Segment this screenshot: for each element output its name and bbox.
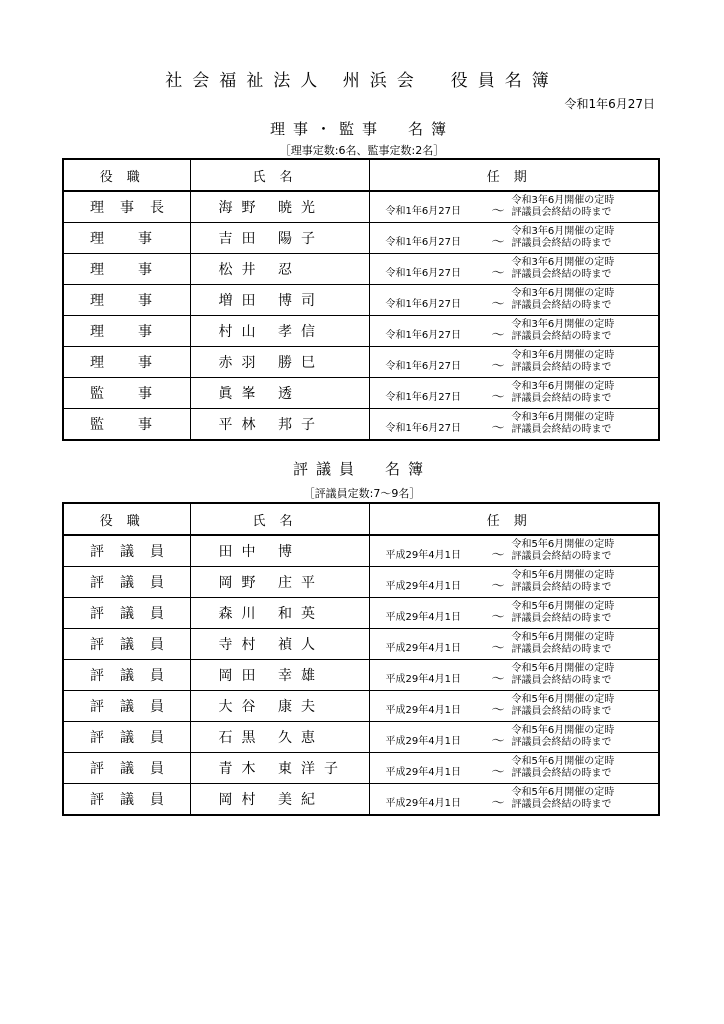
term-separator: ～ (491, 204, 505, 219)
term-end-line2: 評議員会終結の時まで (511, 644, 612, 655)
term-end (512, 539, 615, 563)
name-cell: 平林 邦子 (190, 409, 369, 441)
table-row (63, 285, 659, 316)
term-end-line1: 令和5年6月開催の定時 (511, 787, 615, 798)
term-cell (369, 378, 659, 409)
term-end (512, 288, 615, 312)
role-cell: 理事 (63, 254, 190, 285)
term-start: 平成29年4月1日 (385, 798, 461, 809)
term-separator: ～ (491, 641, 505, 656)
term-end-line1: 令和5年6月開催の定時 (511, 570, 615, 581)
term-cell (369, 629, 659, 660)
table-row (63, 691, 659, 722)
name-cell: 岡村 美紀 (190, 784, 369, 816)
term-end (512, 601, 615, 625)
term-cell (369, 409, 659, 441)
term-start: 平成29年4月1日 (385, 674, 461, 685)
table-row (63, 567, 659, 598)
role-cell: 理事 (63, 347, 190, 378)
term-separator: ～ (491, 421, 505, 436)
term-end-line2: 評議員会終結の時まで (511, 393, 612, 404)
term-end (512, 381, 615, 405)
term-end-line2: 評議員会終結の時まで (511, 331, 612, 342)
table-header-row (63, 159, 659, 191)
term-end-line1: 令和3年6月開催の定時 (511, 350, 615, 361)
officers-quota-note: ［理事定数:6名、監事定数:2名］ (279, 144, 445, 157)
term-end (512, 319, 615, 343)
term-end-line1: 令和5年6月開催の定時 (511, 725, 615, 736)
term-end (512, 787, 615, 811)
term-separator: ～ (491, 610, 505, 625)
table-row (63, 629, 659, 660)
term-end-line1: 令和3年6月開催の定時 (511, 412, 615, 423)
term-end-line2: 評議員会終結の時まで (511, 799, 612, 810)
role-cell: 評議員 (63, 691, 190, 722)
table-row (63, 409, 659, 441)
column-header-name: 氏名 (190, 503, 369, 535)
role-cell: 理事 (63, 316, 190, 347)
column-header-role: 役職 (63, 159, 190, 191)
table-row (63, 722, 659, 753)
role-cell: 評議員 (63, 784, 190, 816)
term-separator: ～ (491, 703, 505, 718)
name-cell: 村山 孝信 (190, 316, 369, 347)
term-start: 平成29年4月1日 (385, 767, 461, 778)
term-cell (369, 660, 659, 691)
councilors-quota-note: ［評議員定数:7～9名］ (303, 487, 421, 500)
table-row (63, 191, 659, 223)
term-start: 平成29年4月1日 (385, 612, 461, 623)
term-start: 平成29年4月1日 (385, 736, 461, 747)
role-cell: 理事 (63, 223, 190, 254)
role-cell: 理事長 (63, 191, 190, 223)
name-cell: 松井 忍 (190, 254, 369, 285)
term-start: 令和1年6月27日 (385, 330, 461, 341)
name-cell: 青木 東洋子 (190, 753, 369, 784)
role-cell: 評議員 (63, 535, 190, 567)
term-end (512, 725, 615, 749)
term-separator: ～ (491, 796, 505, 811)
officers-section-title: 理事・監事 名簿 (269, 120, 454, 138)
term-end-line2: 評議員会終結の時まで (511, 300, 612, 311)
term-end-line2: 評議員会終結の時まで (511, 706, 612, 717)
role-cell: 監事 (63, 409, 190, 441)
term-end-line2: 評議員会終結の時まで (511, 768, 612, 779)
term-end-line1: 令和5年6月開催の定時 (511, 694, 615, 705)
term-end-line1: 令和3年6月開催の定時 (511, 288, 615, 299)
table-row (63, 378, 659, 409)
term-cell (369, 691, 659, 722)
term-end (512, 257, 615, 281)
term-end-line1: 令和5年6月開催の定時 (511, 663, 615, 674)
term-end (512, 412, 615, 436)
term-end-line1: 令和3年6月開催の定時 (511, 381, 615, 392)
document-title: 社会福祉法人 州浜会 役員名簿 (165, 71, 559, 91)
term-end (512, 195, 615, 219)
term-end (512, 350, 615, 374)
term-end-line2: 評議員会終結の時まで (511, 207, 612, 218)
column-header-name: 氏名 (190, 159, 369, 191)
table-row (63, 535, 659, 567)
term-cell (369, 285, 659, 316)
term-separator: ～ (491, 579, 505, 594)
name-cell: 大谷 康夫 (190, 691, 369, 722)
column-header-term: 任期 (369, 503, 659, 535)
term-start: 平成29年4月1日 (385, 643, 461, 654)
role-cell: 監事 (63, 378, 190, 409)
term-cell (369, 254, 659, 285)
term-cell (369, 784, 659, 816)
term-end-line2: 評議員会終結の時まで (511, 269, 612, 280)
name-cell: 赤羽 勝巳 (190, 347, 369, 378)
role-cell: 評議員 (63, 722, 190, 753)
term-cell (369, 191, 659, 223)
name-cell: 田中 博 (190, 535, 369, 567)
term-start: 令和1年6月27日 (385, 392, 461, 403)
table-row (63, 753, 659, 784)
term-start: 令和1年6月27日 (385, 423, 461, 434)
term-end-line1: 令和5年6月開催の定時 (511, 756, 615, 767)
name-cell: 海野 暁光 (190, 191, 369, 223)
term-separator: ～ (491, 359, 505, 374)
councilors-table (62, 502, 660, 816)
term-start: 令和1年6月27日 (385, 299, 461, 310)
column-header-term: 任期 (369, 159, 659, 191)
term-start: 令和1年6月27日 (385, 206, 461, 217)
role-cell: 評議員 (63, 753, 190, 784)
table-row (63, 254, 659, 285)
name-cell: 石黒 久恵 (190, 722, 369, 753)
term-separator: ～ (491, 390, 505, 405)
term-end (512, 226, 615, 250)
term-end (512, 570, 615, 594)
term-end-line2: 評議員会終結の時まで (511, 551, 612, 562)
term-end (512, 663, 615, 687)
term-end-line2: 評議員会終結の時まで (511, 737, 612, 748)
table-row (63, 598, 659, 629)
term-separator: ～ (491, 266, 505, 281)
term-end-line1: 令和5年6月開催の定時 (511, 539, 615, 550)
term-end-line1: 令和5年6月開催の定時 (511, 601, 615, 612)
table-row (63, 316, 659, 347)
term-end-line1: 令和3年6月開催の定時 (511, 319, 615, 330)
term-end-line1: 令和3年6月開催の定時 (511, 226, 615, 237)
term-end (512, 694, 615, 718)
term-end-line2: 評議員会終結の時まで (511, 238, 612, 249)
term-end-line1: 令和3年6月開催の定時 (511, 257, 615, 268)
term-cell (369, 535, 659, 567)
term-start: 令和1年6月27日 (385, 268, 461, 279)
term-end-line2: 評議員会終結の時まで (511, 424, 612, 435)
name-cell: 吉田 陽子 (190, 223, 369, 254)
term-start: 平成29年4月1日 (385, 550, 461, 561)
table-row (63, 223, 659, 254)
table-row (63, 347, 659, 378)
name-cell: 増田 博司 (190, 285, 369, 316)
term-start: 平成29年4月1日 (385, 705, 461, 716)
term-cell (369, 722, 659, 753)
term-cell (369, 598, 659, 629)
table-row (63, 660, 659, 691)
term-separator: ～ (491, 548, 505, 563)
term-end-line2: 評議員会終結の時まで (511, 675, 612, 686)
term-separator: ～ (491, 328, 505, 343)
name-cell: 寺村 禎人 (190, 629, 369, 660)
term-end (512, 756, 615, 780)
term-cell (369, 316, 659, 347)
role-cell: 評議員 (63, 567, 190, 598)
term-cell (369, 347, 659, 378)
term-end-line1: 令和3年6月開催の定時 (511, 195, 615, 206)
term-separator: ～ (491, 672, 505, 687)
name-cell: 岡田 幸雄 (190, 660, 369, 691)
term-end-line2: 評議員会終結の時まで (511, 362, 612, 373)
name-cell: 岡野 庄平 (190, 567, 369, 598)
role-cell: 理事 (63, 285, 190, 316)
role-cell: 評議員 (63, 629, 190, 660)
name-cell: 眞峯 透 (190, 378, 369, 409)
term-separator: ～ (491, 297, 505, 312)
term-cell (369, 753, 659, 784)
term-separator: ～ (491, 734, 505, 749)
term-separator: ～ (491, 235, 505, 250)
name-cell: 森川 和英 (190, 598, 369, 629)
term-start: 令和1年6月27日 (385, 237, 461, 248)
term-start: 平成29年4月1日 (385, 581, 461, 592)
table-header-row (63, 503, 659, 535)
councilors-section-title: 評議員 名簿 (292, 460, 431, 478)
document-date: 令和1年6月27日 (564, 97, 655, 111)
term-cell (369, 567, 659, 598)
officers-table (62, 158, 660, 441)
term-end-line2: 評議員会終結の時まで (511, 582, 612, 593)
term-end-line1: 令和5年6月開催の定時 (511, 632, 615, 643)
role-cell: 評議員 (63, 660, 190, 691)
column-header-role: 役職 (63, 503, 190, 535)
term-end-line2: 評議員会終結の時まで (511, 613, 612, 624)
term-end (512, 632, 615, 656)
term-cell (369, 223, 659, 254)
role-cell: 評議員 (63, 598, 190, 629)
table-row (63, 784, 659, 816)
term-separator: ～ (491, 765, 505, 780)
term-start: 令和1年6月27日 (385, 361, 461, 372)
